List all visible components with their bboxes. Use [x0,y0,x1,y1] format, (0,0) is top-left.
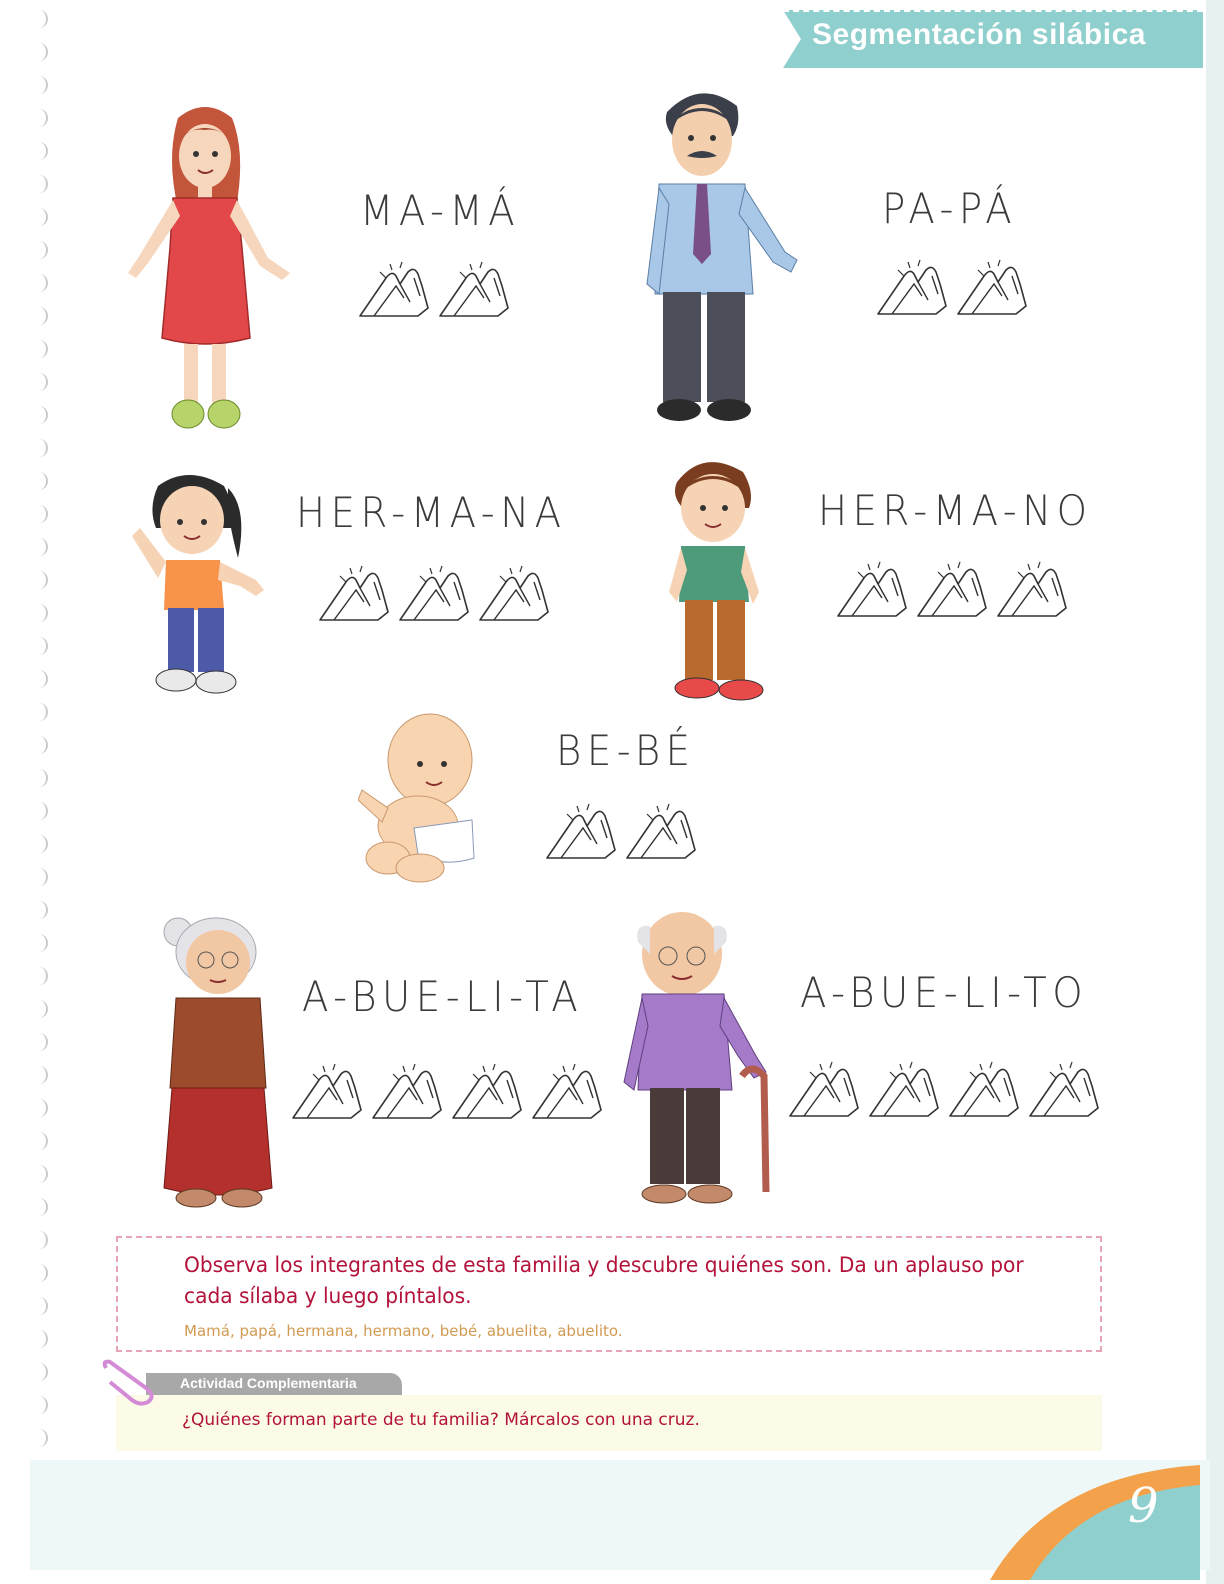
spiral-ring [30,208,48,226]
clapping-hands-icon [834,558,910,620]
spiral-ring [30,1429,48,1447]
clapping-hands-icon [1026,1058,1102,1120]
clapping-hands-icon [369,1060,445,1122]
spiral-ring [30,571,48,589]
spiral-ring [30,670,48,688]
spiral-ring [30,1198,48,1216]
spiral-ring [30,472,48,490]
spiral-ring [30,406,48,424]
clapping-hands-icon [786,1058,862,1120]
spiral-ring [30,1396,48,1414]
spiral-ring [30,967,48,985]
word-mama: MA-MÁ [360,186,521,235]
clapping-hands-icon [874,256,950,318]
spiral-ring [30,1165,48,1183]
spiral-ring [30,1099,48,1117]
clapping-hands-icon [476,562,552,624]
spiral-ring [30,1330,48,1348]
clapping-hands-icon [866,1058,942,1120]
page-edge [1206,0,1224,1584]
clapping-hands-icon [914,558,990,620]
spiral-ring [30,241,48,259]
grandfather-illustration [620,906,778,1211]
spiral-ring [30,1264,48,1282]
spiral-ring [30,538,48,556]
clap-row-abuelito [786,1058,1106,1120]
spiral-ring [30,175,48,193]
sister-illustration [128,468,273,703]
word-hermana: HER-MA-NA [296,488,567,537]
spiral-binding [30,10,54,1450]
clapping-hands-icon [356,258,432,320]
spiral-ring [30,43,48,61]
word-hermano: HER-MA-NO [818,486,1093,535]
spiral-ring [30,835,48,853]
spiral-ring [30,274,48,292]
spiral-ring [30,1132,48,1150]
word-abuelito: A-BUE-LI-TO [800,968,1089,1017]
spiral-ring [30,109,48,127]
word-papa: PA-PÁ [882,184,1018,233]
clap-row-papa [874,256,1034,318]
clap-row-abuelita [289,1060,609,1122]
spiral-ring [30,1363,48,1381]
clapping-hands-icon [946,1058,1022,1120]
spiral-ring [30,769,48,787]
spiral-ring [30,142,48,160]
instruction-box [116,1236,1102,1352]
spiral-ring [30,1297,48,1315]
page-title: Segmentación silábica [812,18,1146,51]
clapping-hands-icon [449,1060,525,1122]
complementary-label: Actividad Complementaria [180,1375,357,1391]
spiral-ring [30,868,48,886]
page-corner-swoosh [980,1455,1210,1580]
word-bebe: BE-BÉ [556,726,696,775]
clapping-hands-icon [543,800,619,862]
brother-illustration [663,452,771,704]
clapping-hands-icon [954,256,1030,318]
spiral-ring [30,439,48,457]
clapping-hands-icon [436,258,512,320]
spiral-ring [30,1066,48,1084]
grandmother-illustration [158,912,276,1212]
clapping-hands-icon [529,1060,605,1122]
baby-illustration [358,708,478,886]
page-number: 9 [1128,1478,1159,1534]
clapping-hands-icon [316,562,392,624]
clapping-hands-icon [396,562,472,624]
spiral-ring [30,76,48,94]
complementary-text: ¿Quiénes forman parte de tu familia? Márcalos con una cruz. [182,1410,700,1430]
spiral-ring [30,934,48,952]
spiral-ring [30,505,48,523]
clap-row-hermana [316,562,556,624]
spiral-ring [30,901,48,919]
spiral-ring [30,637,48,655]
spiral-ring [30,307,48,325]
spiral-ring [30,1231,48,1249]
mother-illustration [118,98,293,438]
clapping-hands-icon [289,1060,365,1122]
instruction-text: Observa los integrantes de esta familia y descubre quiénes son. Da un aplauso por cada sílaba y luego píntalos. [184,1253,1024,1308]
word-abuelita: A-BUE-LI-TA [302,972,584,1021]
spiral-ring [30,802,48,820]
clap-row-hermano [834,558,1074,620]
paperclip-icon [100,1358,160,1408]
answer-list: Mamá, papá, hermana, hermano, bebé, abuelita, abuelito. [184,1322,623,1340]
spiral-ring [30,1000,48,1018]
clapping-hands-icon [994,558,1070,620]
spiral-ring [30,10,48,28]
spiral-ring [30,340,48,358]
spiral-ring [30,373,48,391]
clap-row-mama [356,258,516,320]
spiral-ring [30,703,48,721]
father-illustration [645,84,805,429]
spiral-ring [30,604,48,622]
clapping-hands-icon [623,800,699,862]
spiral-ring [30,1033,48,1051]
clap-row-bebe [543,800,703,862]
spiral-ring [30,736,48,754]
